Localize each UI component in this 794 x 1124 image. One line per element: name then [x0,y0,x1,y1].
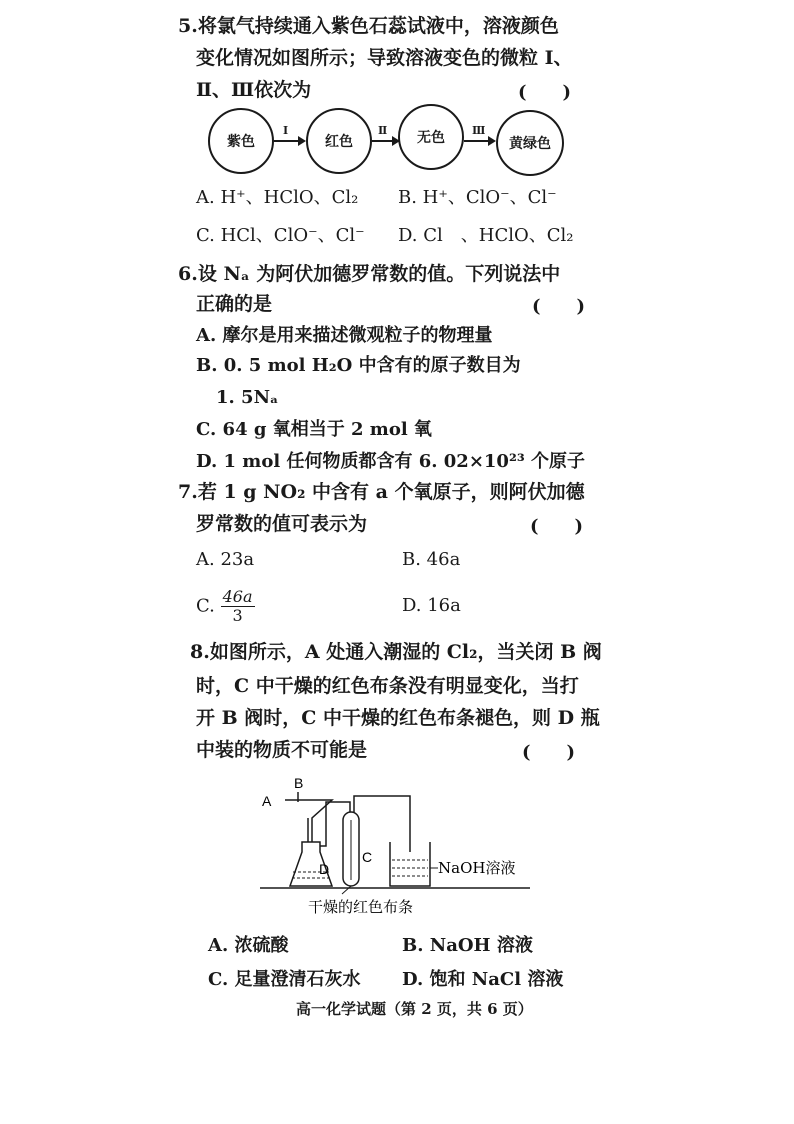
q6-option-a: A. 摩尔是用来描述微观粒子的物理量 [196,325,493,346]
q6-option-b-line2: 1. 5Nₐ [216,387,279,408]
q6-answer-paren: ( ) [532,296,586,317]
q8-option-a: A. 浓硫酸 [208,935,289,956]
q5-option-c: C. HCl、ClO⁻、Cl⁻ [196,225,365,246]
page-footer: 高一化学试题（第 2 页，共 6 页） [296,1000,533,1018]
q5-option-b: B. H⁺、ClO⁻、Cl⁻ [398,187,557,208]
q8-line3: 开 B 阀时，C 中干燥的红色布条褪色，则 D 瓶 [196,707,600,729]
q6-option-d: D. 1 mol 任何物质都含有 6. 02×10²³ 个原子 [196,451,585,472]
node-yellow-green: 黄绿色 [496,110,564,176]
q6-line1: 6.设 Nₐ 为阿伏加德罗常数的值。下列说法中 [178,263,561,285]
label-c: C [362,849,373,865]
q7-option-b: B. 46a [402,549,461,570]
label-b: B [294,775,304,791]
q8-answer-paren: ( ) [522,742,576,763]
q8-line2: 时，C 中干燥的红色布条没有明显变化，当打 [196,675,579,697]
q7-line1: 7.若 1 g NO₂ 中含有 a 个氧原子，则阿伏加德 [178,481,585,503]
q8-option-c: C. 足量澄清石灰水 [208,969,361,990]
q7-option-c-fraction [221,588,255,625]
arrow-label-1: Ⅰ [283,124,289,137]
q8-option-b: B. NaOH 溶液 [402,935,533,956]
arrow-label-3: Ⅲ [472,124,486,137]
arrow-2 [372,140,398,142]
q7-option-d: D. 16a [402,595,461,616]
node-red: 红色 [306,108,372,174]
q7-option-c [196,588,255,625]
q7-line2: 罗常数的值可表示为 [196,513,368,535]
label-naoh: NaOH溶液 [438,859,516,877]
arrow-3 [464,140,494,142]
q5-answer-paren: ( ) [518,82,572,103]
q8-option-d: D. 饱和 NaCl 溶液 [402,969,564,990]
fraction-numerator: 46a [222,587,253,606]
label-d: D [319,861,330,877]
fraction-denominator: 3 [232,606,243,625]
q5-line3: Ⅱ、Ⅲ依次为 [196,79,312,101]
q7-answer-paren: ( ) [530,516,584,537]
arrow-label-2: Ⅱ [378,124,388,137]
q6-option-b-line1: B. 0. 5 mol H₂O 中含有的原子数目为 [196,355,521,376]
q5-line1: 5.将氯气持续通入紫色石蕊试液中，溶液颜色 [178,15,559,37]
q7-option-c-prefix: C. [196,595,215,617]
label-a: A [262,793,272,809]
q5-option-d: D. Cl 、HClO、Cl₂ [398,225,574,246]
q8-line1: 8.如图所示，A 处通入潮湿的 Cl₂，当关闭 B 阀 [190,641,602,663]
q5-line2: 变化情况如图所示；导致溶液变色的微粒 Ⅰ、 [196,47,573,69]
arrow-1 [274,140,304,142]
q8-apparatus-figure [250,772,550,922]
node-colorless: 无色 [398,104,464,170]
q6-line2: 正确的是 [196,293,273,315]
q7-option-a: A. 23a [196,549,255,570]
node-purple: 紫色 [208,108,274,174]
q5-option-a: A. H⁺、HClO、Cl₂ [196,187,359,208]
q6-option-c: C. 64 g 氧相当于 2 mol 氧 [196,419,432,440]
q8-line4: 中装的物质不可能是 [196,739,368,761]
label-cloth: 干燥的红色布条 [308,898,414,916]
